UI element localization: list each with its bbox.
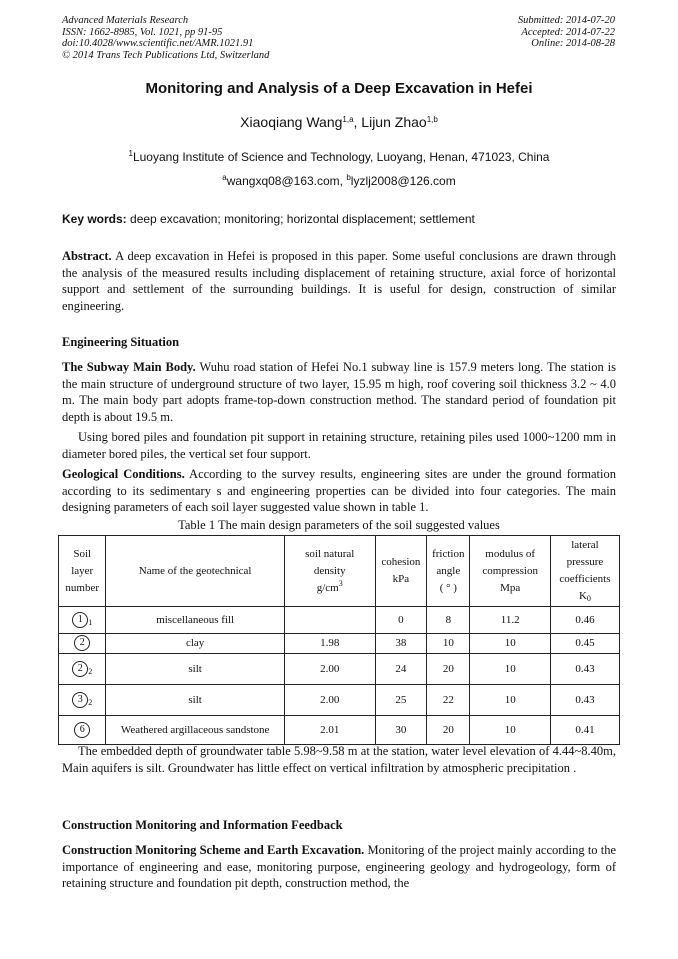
header-geotechnical-name: Name of the geotechnical bbox=[106, 536, 284, 607]
header-compression-modulus: modulus of compression Mpa bbox=[470, 536, 550, 607]
paragraph bbox=[62, 359, 616, 425]
affiliation-mark: 1 bbox=[128, 149, 133, 158]
section-heading: Construction Monitoring and Information Feedback bbox=[62, 818, 343, 832]
cell-k0: 0.43 bbox=[550, 654, 619, 685]
cell-layer-number bbox=[59, 716, 106, 745]
author-name: Xiaoqiang Wang bbox=[240, 114, 343, 130]
abstract bbox=[62, 248, 616, 314]
table-caption: Table 1 The main design parameters of the soil suggested values bbox=[178, 518, 500, 532]
header-cohesion: cohesion kPa bbox=[375, 536, 427, 607]
cell-layer-number: 3 $_2$ bbox=[59, 685, 106, 716]
keywords-label: Key words: bbox=[62, 212, 127, 226]
accepted-date: Accepted: 2014-07-22 bbox=[521, 26, 615, 38]
table-row bbox=[59, 654, 620, 685]
circled-number: 2 bbox=[72, 661, 88, 677]
online-date: Online: 2014-08-28 bbox=[531, 38, 615, 49]
email-separator: , bbox=[339, 174, 347, 188]
email-mark: a bbox=[222, 173, 227, 182]
cell-k0: 0.41 bbox=[550, 716, 619, 745]
circled-number: 1 bbox=[72, 612, 88, 628]
keywords bbox=[62, 212, 616, 226]
cell-k0: 0.46 bbox=[550, 607, 619, 634]
submitted-date: Submitted: 2014-07-20 bbox=[517, 15, 615, 26]
circled-number: 3 bbox=[72, 692, 88, 708]
cell-name: clay bbox=[106, 634, 284, 654]
cell-friction: 8 bbox=[427, 607, 470, 634]
abstract-label: Abstract. bbox=[62, 249, 112, 263]
cell-layer-number: 2 $_2$ bbox=[59, 654, 106, 685]
paragraph-text: According to the survey results, engineering sites are under the ground formation according to its sedimentary s and engineering properties can be divided into four categories. The main designing parameters of each soil layer suggested value shown in table 1. bbox=[62, 467, 616, 515]
cell-friction: 20 bbox=[427, 654, 470, 685]
cell-cohesion: 25 bbox=[375, 685, 427, 716]
cell-cohesion: 24 bbox=[375, 654, 427, 685]
header-lateral-pressure: lateral pressure coefficients $K_0$ bbox=[550, 536, 619, 607]
keywords-text: deep excavation; monitoring; horizontal displacement; settlement bbox=[126, 212, 475, 226]
cell-friction: 22 bbox=[427, 685, 470, 716]
cell-density: 2.00 bbox=[284, 654, 375, 685]
email-list bbox=[0, 174, 678, 188]
paragraph: Using bored piles and foundation pit support in retaining structure, retaining piles used 1000~1200 mm in diameter bored piles, the vertical set four support. bbox=[62, 430, 616, 461]
cell-layer-number bbox=[59, 634, 106, 654]
paragraph-text: Wuhu road station of Hefei No.1 subway line is 157.9 meters long. The station is the main structure of underground structure of two layer, 15.95 m high, roof covering soil thickness 3.2 ~ 4.0 m. The main body part adopts frame-top-down construction method. The standard period of foundation pit depth is about 19.5 m. bbox=[62, 360, 616, 424]
paragraph-label: Construction Monitoring Scheme and Earth Excavation. bbox=[62, 843, 365, 857]
paragraph-label: The Subway Main Body. bbox=[62, 360, 196, 374]
cell-density: 1.98 bbox=[284, 634, 375, 654]
cell-modulus: 10 bbox=[470, 685, 550, 716]
email-mark: b bbox=[346, 173, 351, 182]
table-row bbox=[59, 685, 620, 716]
author-separator: , bbox=[353, 114, 362, 130]
cell-cohesion: 30 bbox=[375, 716, 427, 745]
cell-density: 2.01 bbox=[284, 716, 375, 745]
header-friction-angle: friction angle ( ° ) bbox=[427, 536, 470, 607]
author-affil-mark: 1,b bbox=[426, 115, 438, 124]
publication-dates bbox=[518, 15, 615, 50]
paragraph bbox=[62, 842, 616, 892]
abstract-text: A deep excavation in Hefei is proposed in this paper. Some useful conclusions are drawn through the analysis of the measured results including displacement of retaining structure, axial force of horizontal support and settlement of the surrounding buildings. It is useful for design, construction of similar engineering. bbox=[62, 249, 616, 313]
cell-name: Weathered argillaceous sandstone bbox=[106, 716, 284, 745]
author-list bbox=[0, 114, 678, 130]
cell-friction: 10 bbox=[427, 634, 470, 654]
cell-friction: 20 bbox=[427, 716, 470, 745]
cell-name: silt bbox=[106, 654, 284, 685]
table-row bbox=[59, 634, 620, 654]
header-layer-number: Soil layer number bbox=[59, 536, 106, 607]
paper-title: Monitoring and Analysis of a Deep Excavation in Hefei bbox=[145, 80, 533, 97]
author-name: Lijun Zhao bbox=[361, 114, 427, 130]
table-row bbox=[59, 716, 620, 745]
affiliation bbox=[0, 150, 678, 164]
cell-name: miscellaneous fill bbox=[106, 607, 284, 634]
paragraph: The embedded depth of groundwater table 5.98~9.58 m at the station, water level elevation of 4.44~8.40m, Main aquifers is silt. Groundwater has little effect on vertical infiltration by atmospheric precipitation . bbox=[62, 744, 616, 775]
journal-copyright: © 2014 Trans Tech Publications Ltd, Switzerland bbox=[62, 49, 270, 61]
cell-density: 2.00 bbox=[284, 685, 375, 716]
journal-doi: doi:10.4028/www.scientific.net/AMR.1021.91 bbox=[62, 38, 254, 49]
journal-issn: ISSN: 1662-8985, Vol. 1021, pp 91-95 bbox=[62, 26, 223, 38]
soil-parameters-table bbox=[58, 535, 620, 745]
cell-k0: 0.45 bbox=[550, 634, 619, 654]
section-heading: Engineering Situation bbox=[62, 335, 180, 349]
cell-layer-number: 1 $_1$ bbox=[59, 607, 106, 634]
circled-number: 6 bbox=[74, 722, 90, 738]
cell-density bbox=[284, 607, 375, 634]
journal-name: Advanced Materials Research bbox=[62, 15, 189, 26]
table-header-row bbox=[59, 536, 620, 607]
paragraph bbox=[62, 466, 616, 516]
cell-k0: 0.43 bbox=[550, 685, 619, 716]
cell-modulus: 10 bbox=[470, 654, 550, 685]
affiliation-text: Luoyang Institute of Science and Technology, Luoyang, Henan, 471023, China bbox=[132, 150, 550, 164]
author-affil-mark: 1,a bbox=[342, 115, 354, 124]
circled-number: 2 bbox=[74, 635, 90, 651]
journal-info bbox=[62, 15, 269, 61]
cell-modulus: 11.2 bbox=[470, 607, 550, 634]
cell-name: silt bbox=[106, 685, 284, 716]
paragraph-text: Monitoring of the project mainly according to the importance of engineering and ease, monitoring purpose, engineering geology and hydrogeology, form of retaining structure and foundation pit depth, construction method, the bbox=[62, 843, 616, 891]
cell-cohesion: 0 bbox=[375, 607, 427, 634]
table-row bbox=[59, 607, 620, 634]
paragraph-label: Geological Conditions. bbox=[62, 467, 185, 481]
header-density: soil natural density $g/cm^3$ bbox=[284, 536, 375, 607]
email-address: wangxq08@163.com bbox=[226, 174, 340, 188]
email-address: lyzlj2008@126.com bbox=[350, 174, 456, 188]
cell-cohesion: 38 bbox=[375, 634, 427, 654]
cell-modulus: 10 bbox=[470, 716, 550, 745]
cell-modulus: 10 bbox=[470, 634, 550, 654]
